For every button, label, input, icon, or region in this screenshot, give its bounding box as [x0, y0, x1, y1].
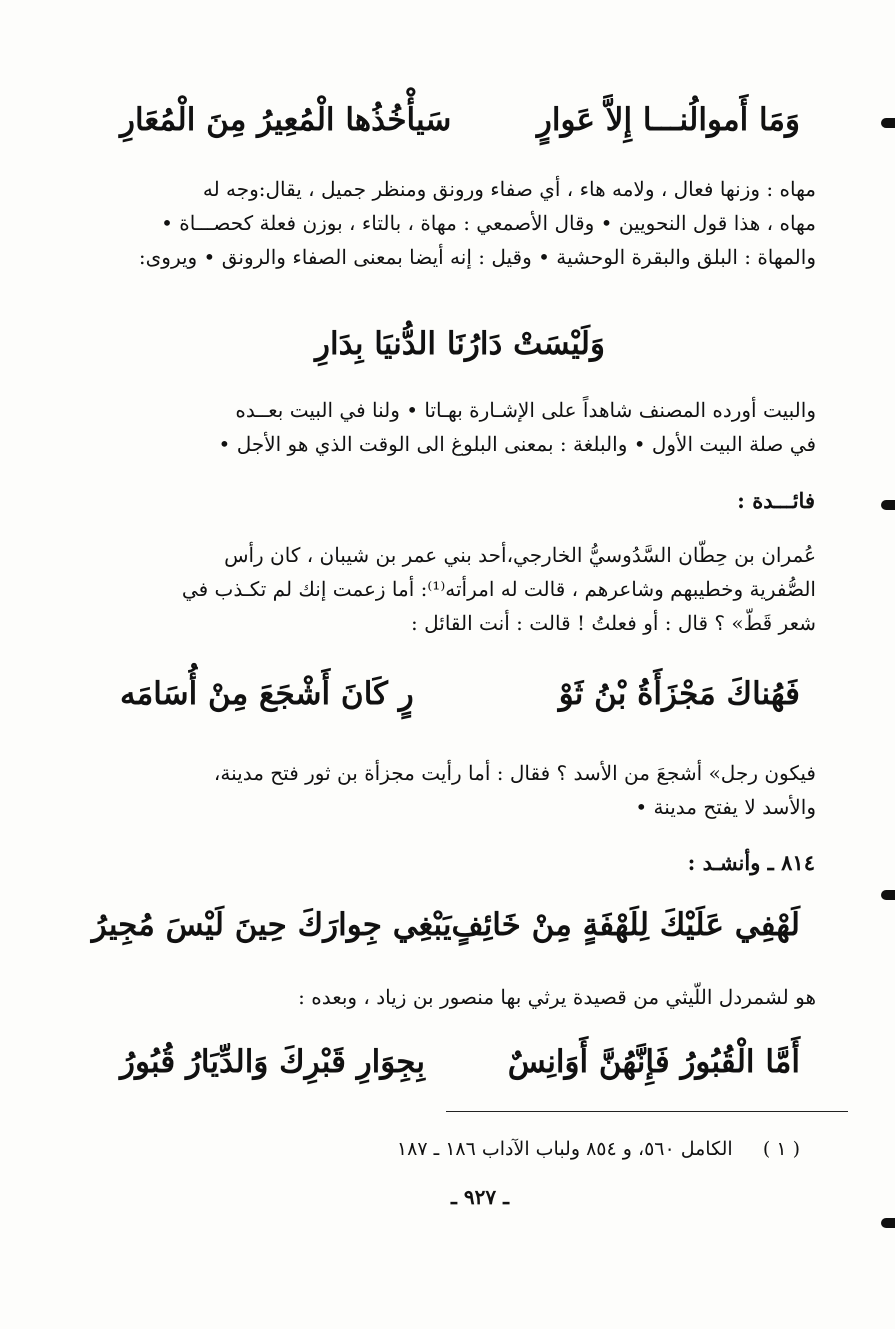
section-heading: فائـــدة :: [737, 488, 815, 513]
scan-edge-mark: [881, 500, 895, 510]
verse-first-hemistich: فَهُناكَ مَجْزَأَةُ بْنُ ثَوْ: [558, 676, 800, 712]
footnote-text: الكامل ٥٦٠، و ٨٥٤ ولباب الآداب ١٨٦ ـ ١٨٧: [396, 1138, 733, 1160]
scan-edge-mark: [881, 118, 895, 128]
verse-second-hemistich: بِجِوَارِ قَبْرِكَ وَالدِّيَارُ قُبُورُ: [120, 1044, 425, 1080]
text-line: والأسد لا يفتح مدينة •: [635, 795, 816, 819]
page-number: ـ ٩٢٧ ـ: [451, 1185, 509, 1209]
footnote: [260, 1132, 800, 1166]
footnote-separator: [446, 1111, 848, 1112]
text-line: هو لشمردل اللّيثي من قصيدة يرثي بها منصور بن زياد ، وبعده :: [298, 985, 816, 1009]
commentary-paragraph: [104, 756, 816, 824]
verse-variant-line: وَلَيْسَتْ دَارُنَا الدُّنيَا بِدَارِ: [315, 326, 605, 362]
text-line: الصُّفرية وخطيبهم وشاعرهم ، قالت له امرأته⁽¹⁾: أما زعمت إنك لم تكـذب في: [181, 577, 816, 601]
verse-first-hemistich: لَهْفِي عَلَيْكَ لِلَهْفَةٍ مِنْ خَائِفٍ: [451, 907, 800, 943]
verse-line: [120, 1040, 800, 1084]
footnote-marker: ( ١ ): [762, 1138, 800, 1160]
commentary-paragraph: [104, 980, 816, 1014]
verse-second-hemistich: سَيأْخُذُها الْمُعِيرُ مِنَ الْمُعَارِ: [120, 102, 452, 138]
verse-second-hemistich: رٍ كَانَ أَشْجَعَ مِنْ أُسَامَه: [120, 676, 414, 712]
verse-first-hemistich: أَمَّا الْقُبُورُ فَإِنَّهُنَّ أَوَانِسٌ: [507, 1044, 800, 1080]
text-line: عُمران بن حِطّان السَّدُوسيُّ الخارجي،أحد بني عمر بن شيبان ، كان رأس: [224, 543, 816, 567]
verse-line: [120, 98, 800, 142]
verse-line: [91, 903, 800, 947]
scan-edge-mark: [881, 890, 895, 900]
text-line: والبيت أورده المصنف شاهداً على الإشـارة بهـاتا • ولنا في البيت بعــده: [235, 398, 816, 422]
text-line: شعر قَطّ» ؟ قال : أو فعلتُ ! قالت : أنت القائل :: [411, 611, 816, 635]
commentary-paragraph: [104, 538, 816, 640]
text-line: مهاه ، هذا قول النحويين • وقال الأصمعي : مهاة ، بالتاء ، بوزن فعلة كحصـــاة •: [161, 211, 816, 235]
commentary-paragraph: [104, 172, 816, 274]
verse-line: [120, 672, 800, 716]
scan-edge-mark: [881, 1218, 895, 1228]
commentary-paragraph: [104, 393, 816, 461]
verse-first-hemistich: وَمَا أَموالُنـــا إِلاَّ عَوارٍ: [536, 102, 800, 138]
verse-second-hemistich: يَبْغِي جِوارَكَ حِينَ لَيْسَ مُجِيرُ: [91, 907, 452, 943]
text-line: مهاه : وزنها فعال ، ولامه هاء ، أي صفاء ورونق ومنظر جميل ، يقال:وجه له: [202, 177, 816, 201]
text-line: والمهاة : البلق والبقرة الوحشية • وقيل : إنه أيضا بمعنى الصفاء والرونق • ويروى:: [138, 245, 816, 269]
entry-heading: ٨١٤ ـ وأنشـد :: [687, 850, 815, 875]
text-line: فيكون رجل» أشجعَ من الأسد ؟ فقال : أما رأيت مجزأة بن ثور فتح مدينة،: [213, 761, 816, 785]
text-line: في صلة البيت الأول • والبلغة : بمعنى البلوغ الى الوقت الذي هو الأجل •: [218, 432, 816, 456]
